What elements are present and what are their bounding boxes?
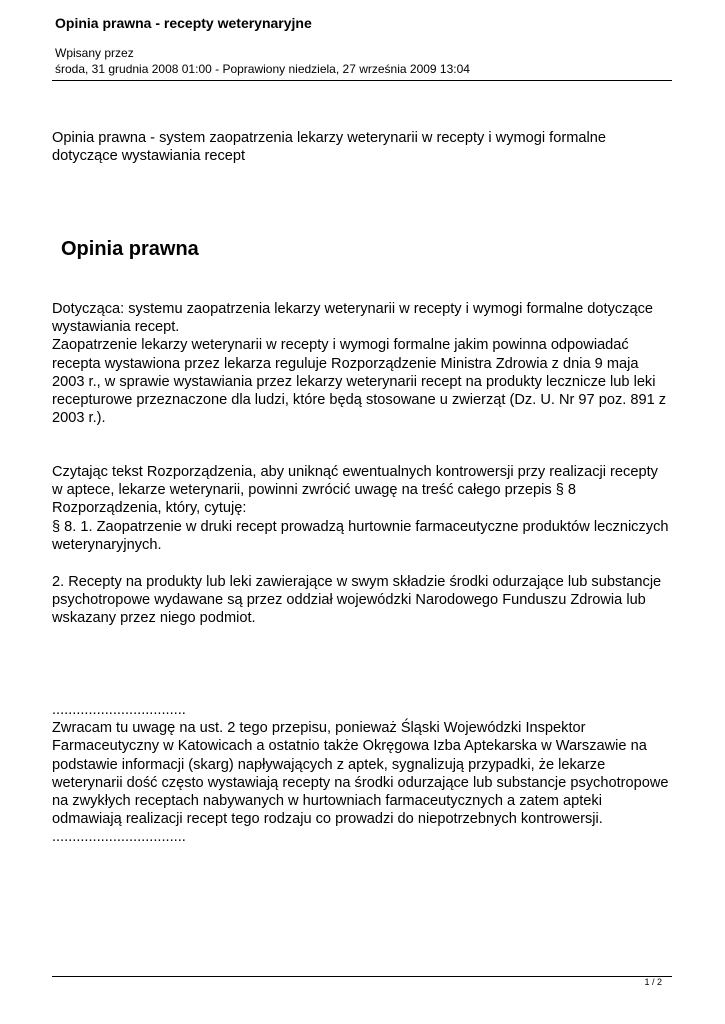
text-line: dotyczące wystawiania recept — [52, 148, 246, 165]
text-line: wystawiania recept. — [52, 319, 180, 336]
intro-paragraph — [52, 129, 677, 165]
text-line: odmawiają realizacji recept tego rodzaju co prowadzi do niepotrzebnych kontrowersji. — [52, 811, 603, 828]
paragraph-commentary — [52, 701, 677, 847]
dotted-separator: ................................. — [52, 829, 186, 846]
text-line: w aptece, lekarze weterynarii, powinni zwrócić uwagę na treść całego przepis § 8 — [52, 482, 577, 499]
text-line: recepta wystawiona przez lekarza reguluje Rozporządzenie Ministra Zdrowia z dnia 9 maja — [52, 355, 639, 372]
text-line: na zwykłych receptach nabywanych w hurtowniach farmaceutycznych a zatem apteki — [52, 793, 602, 810]
text-line: Czytając tekst Rozporządzenia, aby uniknąć ewentualnych kontrowersji przy realizacji recepty — [52, 464, 658, 480]
text-line: podstawie informacji (skarg) napływających z aptek, sygnalizują przypadki, że lekarze — [52, 756, 606, 773]
text-line: 2003 r.). — [52, 410, 106, 427]
text-line: Zaopatrzenie lekarzy weterynarii w recepty i wymogi formalne jakim powinna odpowiadać — [52, 337, 629, 354]
text-line: weterynaryjnych. — [52, 536, 162, 553]
text-line: recepturowe przeznaczone dla ludzi, które będą stosowane u zwierząt (Dz. U. Nr 97 poz. 891 z — [52, 392, 667, 409]
text-line: psychotropowe wydawane są przez oddział wojewódzki Narodowego Funduszu Zdrowia lub — [52, 592, 646, 609]
article-meta — [55, 46, 470, 77]
paragraph-point-2 — [52, 573, 677, 628]
header-divider — [52, 80, 672, 81]
text-line: wskazany przez niego podmiot. — [52, 610, 256, 627]
dates-line: środa, 31 grudnia 2008 01:00 - Poprawiony niedziela, 27 września 2009 13:04 — [55, 61, 470, 76]
text-line: Opinia prawna - system zaopatrzenia lekarzy weterynarii w recepty i wymogi formalne — [52, 130, 606, 146]
text-line: Farmaceutyczny w Katowicach a ostatnio także Okręgowa Izba Aptekarska w Warszawie na — [52, 738, 647, 755]
text-line: § 8. 1. Zaopatrzenie w druki recept prowadzą hurtownie farmaceutyczne produktów leczniczych — [52, 518, 669, 535]
text-line: 2003 r., w sprawie wystawiania przez lekarzy weterynarii recept na produkty lecznicze lub leki — [52, 373, 656, 390]
document-title: Opinia prawna - recepty weterynaryjne — [55, 15, 312, 31]
page-number: 1 / 2 — [644, 977, 662, 987]
dotted-separator: ................................. — [52, 702, 186, 718]
author-line: Wpisany przez — [55, 46, 134, 60]
text-line: Dotycząca: systemu zaopatrzenia lekarzy weterynarii w recepty i wymogi formalne dotyczące — [52, 301, 654, 317]
text-line: 2. Recepty na produkty lub leki zawierające w swym składzie środki odurzające lub substancje — [52, 574, 662, 590]
section-heading: Opinia prawna — [61, 238, 199, 260]
paragraph-subject — [52, 300, 677, 427]
paragraph-citation — [52, 463, 677, 554]
text-line: Zwracam tu uwagę na ust. 2 tego przepisu, ponieważ Śląski Wojewódzki Inspektor — [52, 720, 586, 737]
text-line: weterynarii dość często wystawiają recepty na środki odurzające lub substancje psychotropowe — [52, 774, 669, 791]
footer-divider — [52, 976, 672, 977]
text-line: Rozporządzenia, który, cytuję: — [52, 500, 247, 517]
